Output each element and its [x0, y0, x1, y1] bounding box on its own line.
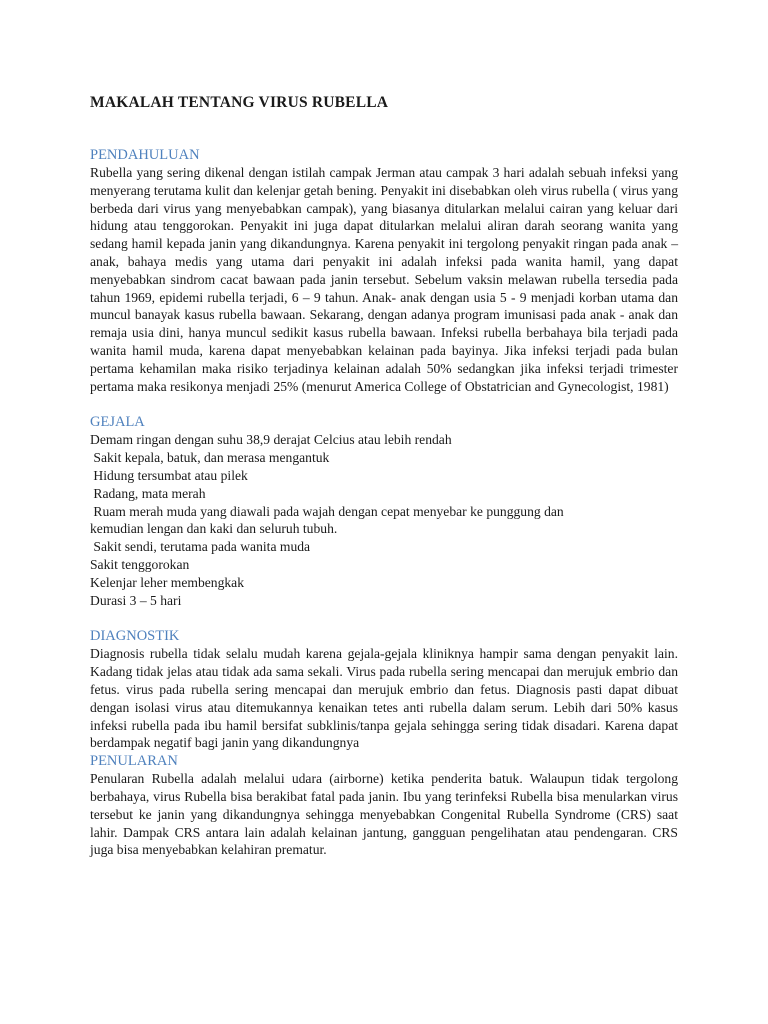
heading-pendahuluan: PENDAHULUAN [90, 147, 200, 163]
document-title: MAKALAH TENTANG VIRUS RUBELLA [90, 94, 389, 111]
heading-penularan: PENULARAN [90, 753, 178, 770]
document-page [90, 93, 678, 877]
section-diagnostik [90, 627, 678, 752]
symptom-line: Durasi 3 – 5 hari [90, 592, 182, 608]
section-pendahuluan [90, 146, 678, 395]
paragraph-penularan: Penularan Rubella adalah melalui udara (airborne) ketika penderita batuk. Walaupun tidak tergolong berbahaya, virus Rubella bisa berakibat fatal pada janin. Ibu yang terinfeksi Rubella bisa menularkan virus tersebut ke janin yang dikandungnya sehingga menyebabkan Congenital Rubella Syndrome (CRS) saat lahir. Dampak CRS antara lain adalah kelainan jantung, gangguan pengelihatan atau pendengaran. CRS juga bisa menyebabkan kelahiran prematur. [90, 771, 678, 858]
symptom-line: Sakit kepala, batuk, dan merasa mengantuk [90, 450, 330, 466]
symptom-line: Kelenjar leher membengkak [90, 574, 244, 590]
symptom-line: Sakit tenggorokan [90, 556, 190, 572]
section-gejala [90, 413, 678, 609]
section-penularan [90, 752, 678, 859]
symptom-line: Sakit sendi, terutama pada wanita muda [90, 539, 311, 555]
paragraph-diagnostik: Diagnosis rubella tidak selalu mudah karena gejala-gejala kliniknya hampir sama dengan penyakit lain. Kadang tidak jelas atau tidak ada sama sekali. Virus pada rubella sering mencapai dan merujuk embrio dan fetus. virus pada rubella sering mencapai dan merujuk embrio dan fetus. Diagnosis pasti dapat dibuat dengan isolasi virus atau ditemukannya kenaikan tetes anti rubella dalam serum. Lebih dari 50% kasus infeksi rubella pada ibu hamil bersifat subklinis/tanpa gejala sehingga sering tidak disadari. Karena dapat berdampak negatif bagi janin yang dikandungnya [90, 646, 678, 751]
heading-diagnostik: DIAGNOSTIK [90, 628, 180, 645]
heading-gejala: GEJALA [90, 414, 145, 431]
symptom-line: Hidung tersumbat atau pilek [90, 467, 248, 483]
paragraph-pendahuluan: Rubella yang sering dikenal dengan istilah campak Jerman atau campak 3 hari adalah sebuah infeksi yang menyerang terutama kulit dan kelenjar getah bening. Penyakit ini disebabkan oleh virus rubella ( virus yang berbeda dari virus yang menyebabkan campak), yang biasanya ditularkan melalui cairan yang keluar dari hidung atau tenggorokan. Penyakit ini juga dapat ditularkan melalui aliran darah seorang wanita yang sedang hamil kepada janin yang dikandungnya. Karena penyakit ini tergolong penyakit ringan pada anak – anak, bahaya medis yang utama dari penyakit ini adalah infeksi pada wanita hamil, yang dapat menyebabkan sindrom cacat bawaan pada janin tersebut. Sebelum vaksin melawan rubella tersedia pada tahun 1969, epidemi rubella terjadi, 6 – 9 tahun. Anak- anak dengan usia 5 - 9 menjadi korban utama dan muncul banayak kasus rubella bawaan. Sekarang, dengan adanya program imunisasi pada anak - anak dan remaja usia dini, hanya muncul sedikit kasus rubella bawaan. Infeksi rubella berbahaya bila terjadi pada wanita hamil muda, karena dapat menyebabkan kelainan pada bayinya. Jika infeksi terjadi pada bulan pertama kehamilan maka risiko terjadinya kelainan adalah 50% sedangkan jika infeksi terjadi trimester pertama maka resikonya menjadi 25% (menurut America College of Obstatrician and Gynecologist, 1981) [90, 165, 678, 394]
symptom-line: kemudian lengan dan kaki dan seluruh tubuh. [90, 521, 338, 537]
symptom-line: Radang, mata merah [90, 485, 206, 501]
symptom-line: Demam ringan dengan suhu 38,9 derajat Celcius atau lebih rendah [90, 432, 452, 448]
symptom-line: Ruam merah muda yang diawali pada wajah dengan cepat menyebar ke punggung dan [90, 503, 564, 519]
